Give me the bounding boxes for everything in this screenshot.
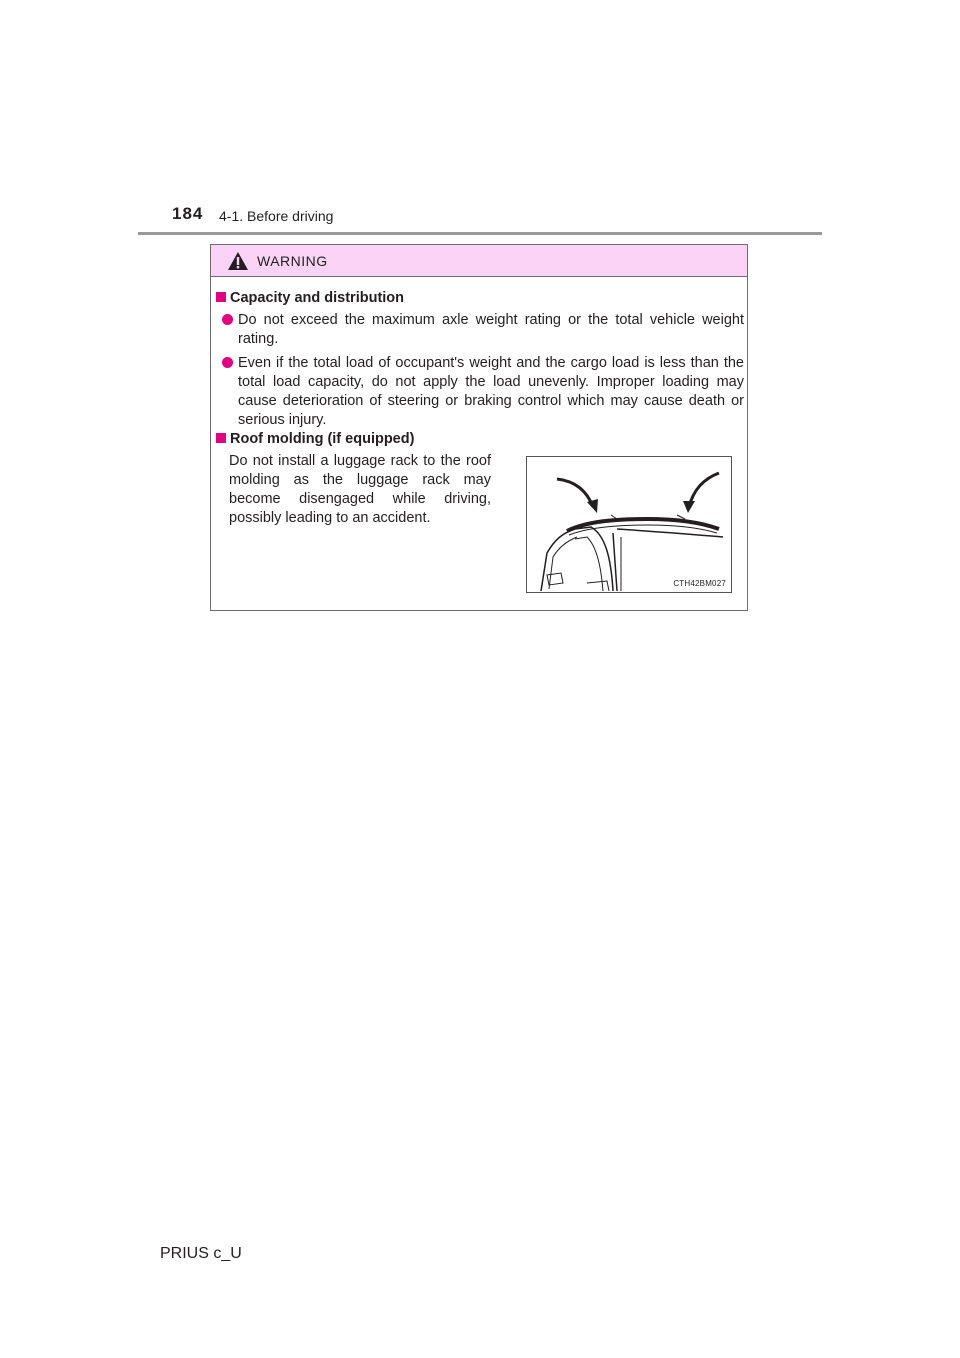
footer-model-label: PRIUS c_U — [160, 1245, 242, 1262]
roof-molding-illustration — [526, 456, 732, 593]
page-number: 184 — [172, 204, 204, 223]
bullet-dot-icon — [222, 314, 233, 325]
section-title: 4-1. Before driving — [219, 208, 334, 224]
car-roof-drawing — [527, 457, 732, 593]
roof-heading-text: Roof molding (if equipped) — [230, 431, 415, 447]
figure-code: CTH42BM027 — [673, 579, 726, 588]
header-rule — [138, 232, 822, 235]
heading-square-icon — [216, 292, 226, 302]
warning-label: WARNING — [257, 253, 328, 269]
capacity-bullet-1 — [222, 311, 744, 349]
bullet-dot-icon — [222, 357, 233, 368]
roof-heading — [216, 431, 414, 447]
warning-box — [210, 244, 748, 611]
capacity-bullet-1-text: Do not exceed the maximum axle weight rating or the total vehicle weight rating. — [238, 312, 744, 347]
capacity-bullet-2-text: Even if the total load of occupant's weight and the cargo load is less than the total load capacity, do not apply the load unevenly. Improper loading may cause deterioration of steering or braking control which may cause death or serious injury. — [238, 355, 744, 428]
capacity-bullet-2 — [222, 354, 744, 430]
warning-header — [211, 245, 747, 277]
warning-triangle-icon — [227, 251, 249, 271]
heading-square-icon — [216, 433, 226, 443]
roof-molding-text: Do not install a luggage rack to the roof molding as the luggage rack may become disengaged while driving, possibly leading to an accident. — [229, 453, 491, 526]
capacity-heading — [216, 290, 404, 306]
capacity-heading-text: Capacity and distribution — [230, 290, 405, 306]
